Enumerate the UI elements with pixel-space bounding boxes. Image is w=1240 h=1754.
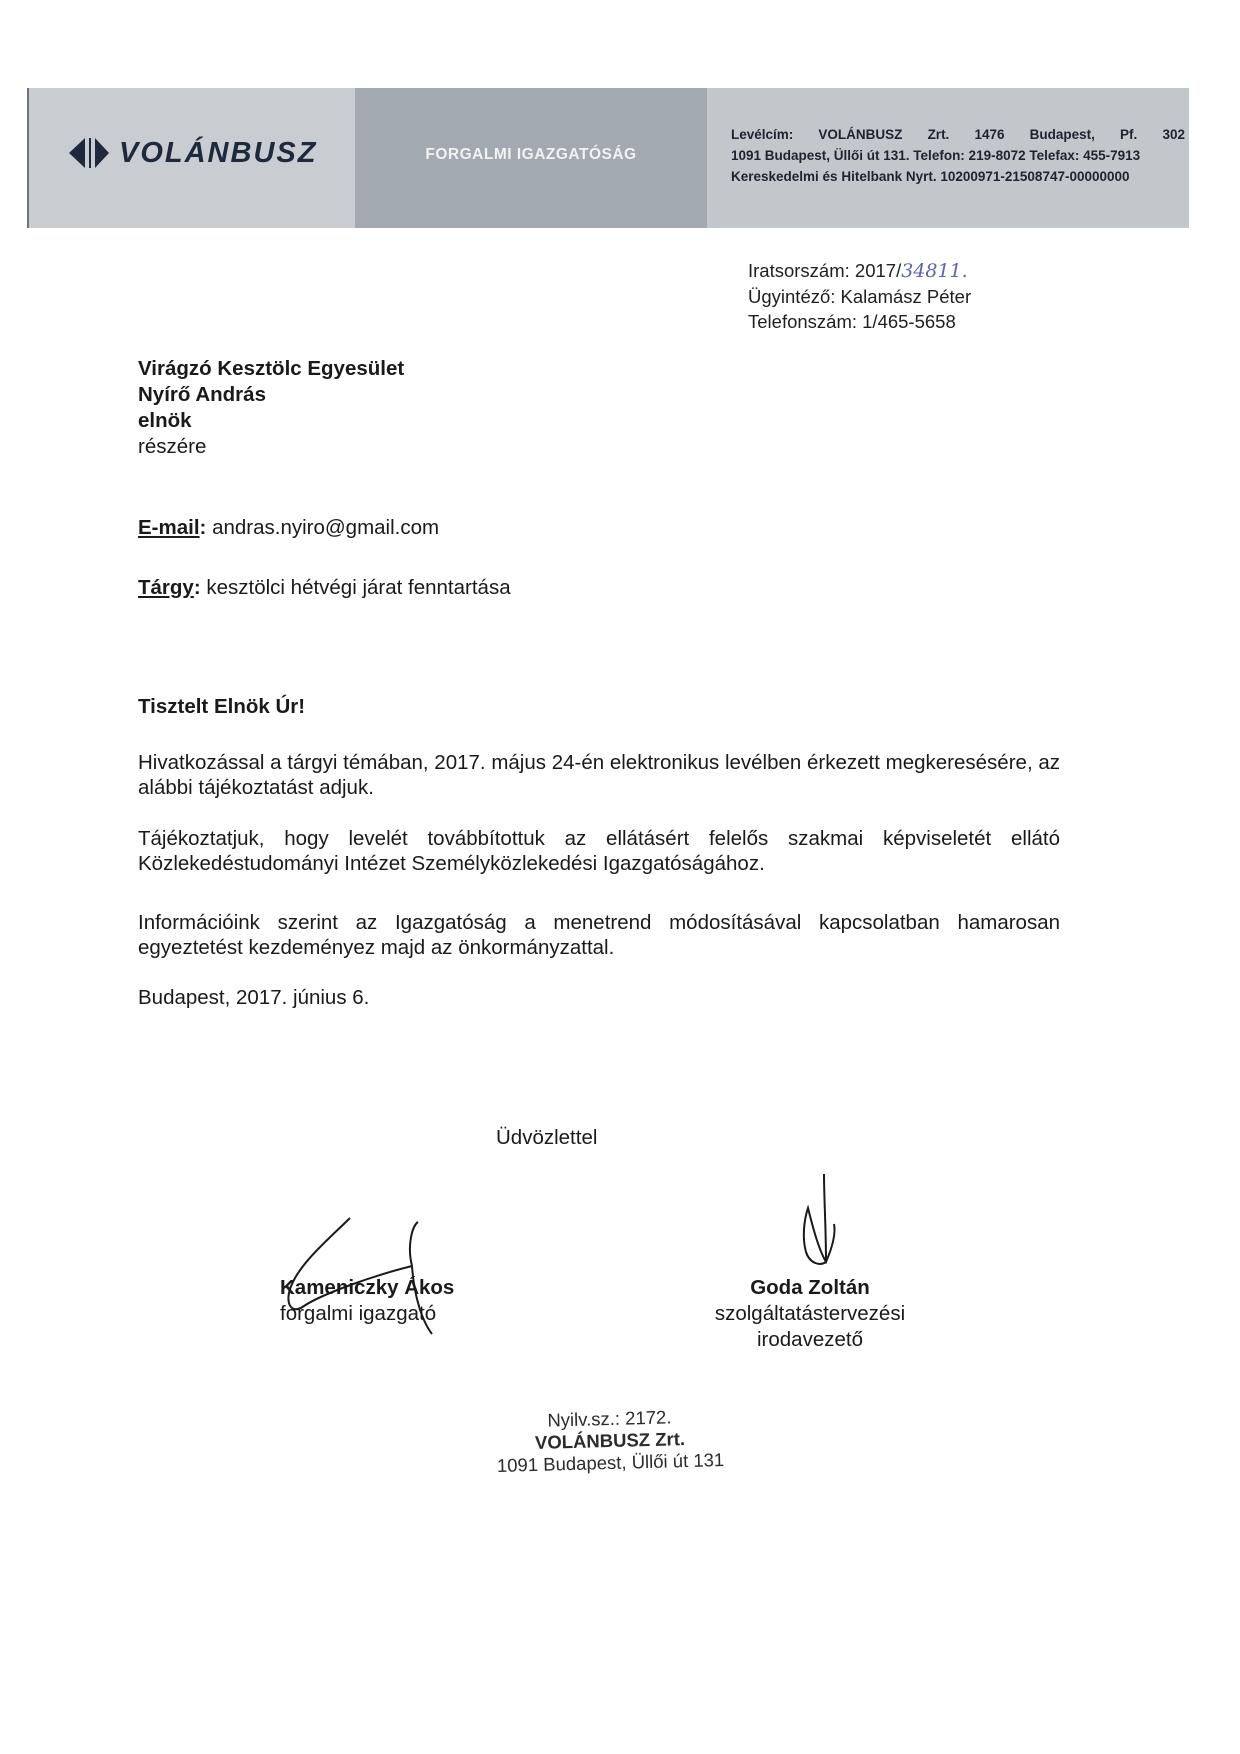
address-word: Pf. <box>1120 127 1138 142</box>
letterhead-department-panel <box>355 88 707 228</box>
signatory-right <box>690 1275 930 1353</box>
brand-name: VOLÁNBUSZ <box>119 136 318 169</box>
subject-line: Tárgy: kesztölci hétvégi járat fenntartása <box>138 576 511 599</box>
address-line-1 <box>731 124 1185 145</box>
signatory-left <box>280 1275 454 1327</box>
letterhead <box>27 88 1189 228</box>
volanbusz-logo-icon <box>67 134 111 172</box>
recipient-org: Virágzó Kesztölc Egyesület <box>138 357 405 380</box>
signatory-left-name: Kameniczky Ákos <box>280 1276 455 1299</box>
signatory-right-title-1: szolgáltatástervezési <box>714 1302 906 1325</box>
telefonszam: Telefonszám: 1/465-5658 <box>748 311 956 332</box>
recipient-title: elnök <box>138 409 192 432</box>
address-word: 1476 <box>974 127 1005 142</box>
address-word: 302 <box>1162 127 1185 142</box>
stamp-company: VOLÁNBUSZ Zrt. <box>534 1428 686 1453</box>
stamp-address: 1091 Budapest, Üllői út 131 <box>496 1449 725 1476</box>
iratsorszam <box>748 258 971 284</box>
recipient-block <box>138 356 404 460</box>
signatory-left-title: forgalmi igazgató <box>280 1302 437 1325</box>
reference-block <box>748 258 971 334</box>
body-paragraph-1: Hivatkozással a tárgyi témában, 2017. május 24-én elektronikus levélben érkezett megkeresésére, az alábbi tájékoztatást adjuk. <box>138 751 1060 799</box>
body-paragraph-2: Tájékoztatjuk, hogy levelét továbbítottuk az ellátásért felelős szakmai képviseletét ellátó Közlekedéstudományi Intézet Személyközlekedési Igazgatóságához. <box>138 827 1060 875</box>
address-word: Levélcím: <box>731 127 794 142</box>
recipient-name: Nyírő András <box>138 383 266 406</box>
closing: Üdvözlettel <box>496 1126 598 1149</box>
address-line-2: 1091 Budapest, Üllői út 131. Telefon: 219-8072 Telefax: 455-7913 <box>731 148 1141 163</box>
iratsorszam-label: Iratsorszám: 2017/ <box>748 260 902 281</box>
iratsorszam-handwritten: 34811. <box>901 260 968 282</box>
letterhead-address-panel <box>707 88 1189 228</box>
letterhead-address <box>731 124 1185 187</box>
salutation: Tisztelt Elnök Úr! <box>138 695 306 718</box>
email-line: E-mail: andras.nyiro@gmail.com <box>138 516 440 539</box>
body-paragraph-3: Információink szerint az Igazgatóság a menetrend módosításával kapcsolatban hamarosan egyeztetést kezdeményez majd az önkormányzattal. <box>138 911 1060 959</box>
subject-value: kesztölci hétvégi járat fenntartása <box>206 576 511 599</box>
address-line-3: Kereskedelmi és Hitelbank Nyrt. 10200971-21508747-00000000 <box>731 169 1130 184</box>
email-label: E-mail <box>138 516 200 539</box>
ugyintezo: Ügyintéző: Kalamász Péter <box>748 286 972 307</box>
brand-logo <box>67 134 317 172</box>
department-name: FORGALMI IGAZGATÓSÁG <box>425 146 637 163</box>
signatory-right-title-2: irodavezető <box>757 1328 863 1351</box>
subject-label: Tárgy <box>138 576 194 599</box>
signature-goda <box>780 1168 860 1288</box>
stamp-registration: Nyilv.sz.: 2172. <box>547 1406 672 1431</box>
company-stamp <box>439 1404 781 1479</box>
place-date: Budapest, 2017. június 6. <box>138 986 370 1009</box>
letterhead-logo-panel <box>29 88 355 228</box>
address-word: Budapest, <box>1029 127 1095 142</box>
address-word: VOLÁNBUSZ <box>818 127 903 142</box>
recipient-note: részére <box>138 435 207 458</box>
signatory-right-name: Goda Zoltán <box>750 1276 870 1299</box>
address-word: Zrt. <box>927 127 950 142</box>
email-value: andras.nyiro@gmail.com <box>212 516 440 539</box>
